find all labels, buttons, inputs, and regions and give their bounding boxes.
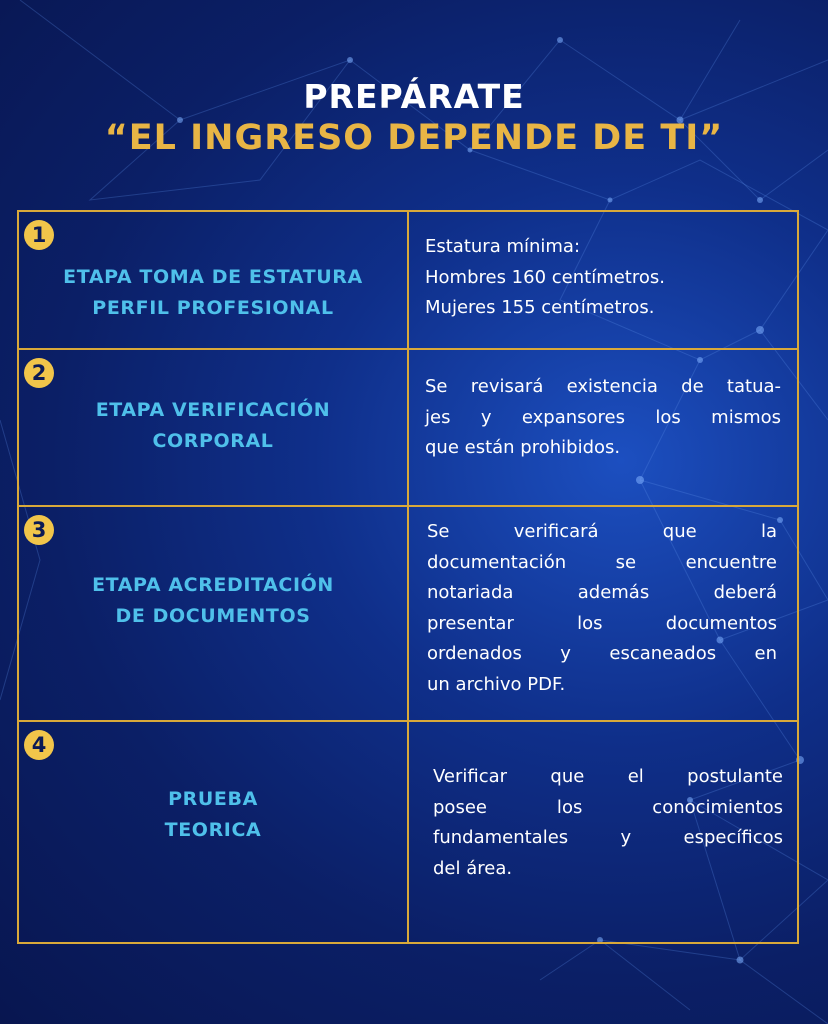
stage-row-4 [19, 720, 797, 942]
stage-title-line: CORPORAL [152, 430, 274, 452]
stage-description-cell [411, 722, 797, 942]
description-line: Verificar que el postulante [433, 766, 783, 787]
stage-number-badge: 1 [24, 220, 54, 250]
stage-title [29, 395, 397, 457]
stage-number-badge: 2 [24, 358, 54, 388]
stage-row-2 [19, 348, 797, 505]
stage-title-cell [19, 212, 409, 348]
description-line: del área. [433, 857, 513, 879]
stage-title-cell [19, 722, 409, 942]
stage-title-cell [19, 507, 409, 720]
stage-description [425, 232, 780, 324]
stage-title-line: TEORICA [164, 819, 262, 841]
stage-title [29, 570, 397, 632]
header-title: PREPÁRATE [303, 77, 525, 116]
stage-description [425, 372, 781, 464]
stage-title-line: PRUEBA [168, 788, 258, 810]
stage-number-badge: 4 [24, 730, 54, 760]
stage-number-badge: 3 [24, 515, 54, 545]
description-line: notariada además deberá [427, 582, 777, 603]
description-line: jes y expansores los mismos [425, 406, 781, 428]
stage-title-line: ETAPA ACREDITACIÓN [92, 574, 334, 596]
stage-row-1 [19, 212, 797, 348]
stage-title-line: PERFIL PROFESIONAL [92, 297, 334, 319]
description-line: presentar los documentos [427, 612, 777, 634]
page-header [0, 78, 828, 158]
stage-description [433, 762, 783, 884]
stage-title [29, 784, 397, 846]
stage-description-cell [411, 507, 797, 720]
stage-title [29, 262, 397, 324]
description-line: posee los conocimientos [433, 796, 783, 818]
description-line: Se revisará existencia de tatua- [425, 376, 781, 397]
stage-title-line: ETAPA TOMA DE ESTATURA [63, 266, 363, 288]
stage-description-cell [411, 212, 797, 348]
description-line: que están prohibidos. [425, 437, 621, 458]
stage-title-cell [19, 350, 409, 505]
stage-description-cell [411, 350, 797, 505]
description-line: fundamentales y específicos [433, 827, 783, 848]
description-line: un archivo PDF. [427, 673, 566, 695]
stage-row-3 [19, 505, 797, 720]
description-line: documentación se encuentre [427, 551, 777, 573]
header-slogan: “EL INGRESO DEPENDE DE TI” [104, 118, 724, 158]
description-line: Hombres 160 centímetros. [425, 266, 665, 288]
stage-description [427, 517, 777, 700]
stage-title-line: ETAPA VERIFICACIÓN [95, 399, 331, 421]
description-line: Se verificará que la [427, 521, 777, 542]
stages-table [17, 210, 799, 944]
description-line: Mujeres 155 centímetros. [425, 297, 655, 318]
description-line: ordenados y escaneados en [427, 643, 777, 664]
stage-title-line: DE DOCUMENTOS [115, 605, 311, 627]
description-line: Estatura mínima: [425, 236, 581, 257]
